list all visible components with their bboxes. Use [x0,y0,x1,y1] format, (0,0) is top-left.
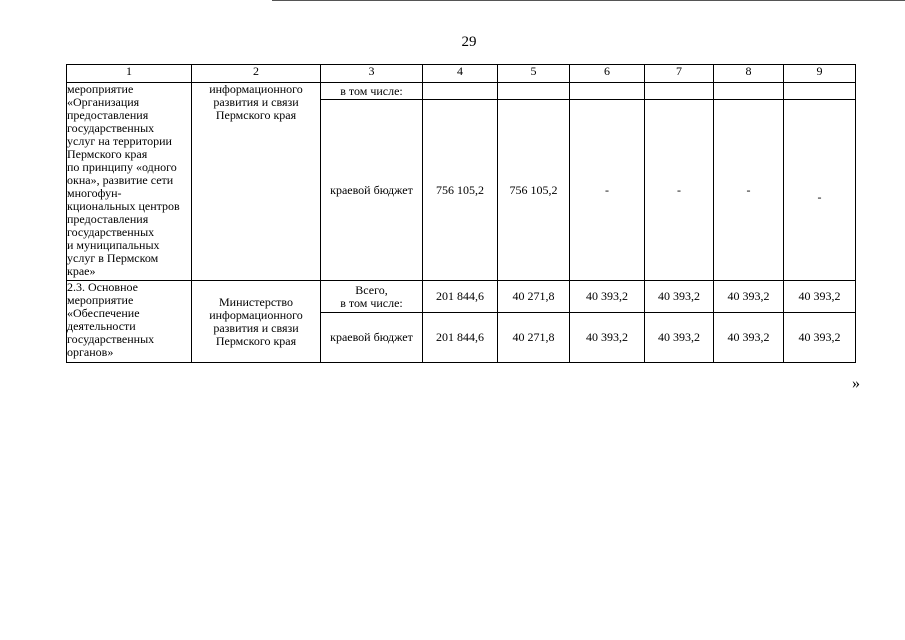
funding-source: Всего, в том числе: [321,281,423,313]
value-cell [645,83,714,100]
value-cell: 40 393,2 [645,313,714,363]
header-cell: 1 [67,65,192,83]
responsible-executor: информационного развития и связи Пермского края [192,83,321,281]
header-cell: 5 [498,65,570,83]
table-row [67,83,856,100]
value-cell: - [714,100,784,281]
budget-table [66,64,856,363]
page-number: 29 [461,34,477,50]
value-cell [570,83,645,100]
table-row [67,281,856,313]
funding-source: краевой бюджет [321,100,423,281]
value-cell: 756 105,2 [498,100,570,281]
header-cell: 4 [423,65,498,83]
funding-source: в том числе: [321,83,423,100]
value-cell: 201 844,6 [423,313,498,363]
value-cell: 40 393,2 [645,281,714,313]
value-cell: - [645,100,714,281]
value-cell [714,83,784,100]
activity-description: 2.3. Основное мероприятие «Обеспечение деятельности государственных органов» [67,281,192,363]
value-cell: 756 105,2 [423,100,498,281]
funding-source: краевой бюджет [321,313,423,363]
value-cell: 40 393,2 [570,281,645,313]
activity-description: мероприятие «Организация предоставления государственных услуг на территории Пермского края по принципу «одного окна», развитие сети многофун- кциональных центров предоставления государственных и муниципальных услуг в Пермском крае» [67,83,192,281]
value-cell [784,83,856,100]
value-cell: 40 393,2 [570,313,645,363]
value-cell [498,83,570,100]
closing-quote-mark: » [852,375,860,392]
header-cell: 3 [321,65,423,83]
value-cell: 40 271,8 [498,313,570,363]
value-cell: 40 271,8 [498,281,570,313]
header-cell: 8 [714,65,784,83]
value-cell: - [570,100,645,281]
header-cell: 9 [784,65,856,83]
value-cell: 40 393,2 [784,281,856,313]
header-cell: 2 [192,65,321,83]
value-cell: 40 393,2 [714,313,784,363]
header-row [67,65,856,83]
value-cell: - [784,100,856,281]
value-cell: 201 844,6 [423,281,498,313]
responsible-executor: Министерство информационного развития и связи Пермского края [192,281,321,363]
header-cell: 7 [645,65,714,83]
header-cell: 6 [570,65,645,83]
value-cell [423,83,498,100]
value-cell: 40 393,2 [784,313,856,363]
top-rule [272,0,905,1]
value-cell: 40 393,2 [714,281,784,313]
